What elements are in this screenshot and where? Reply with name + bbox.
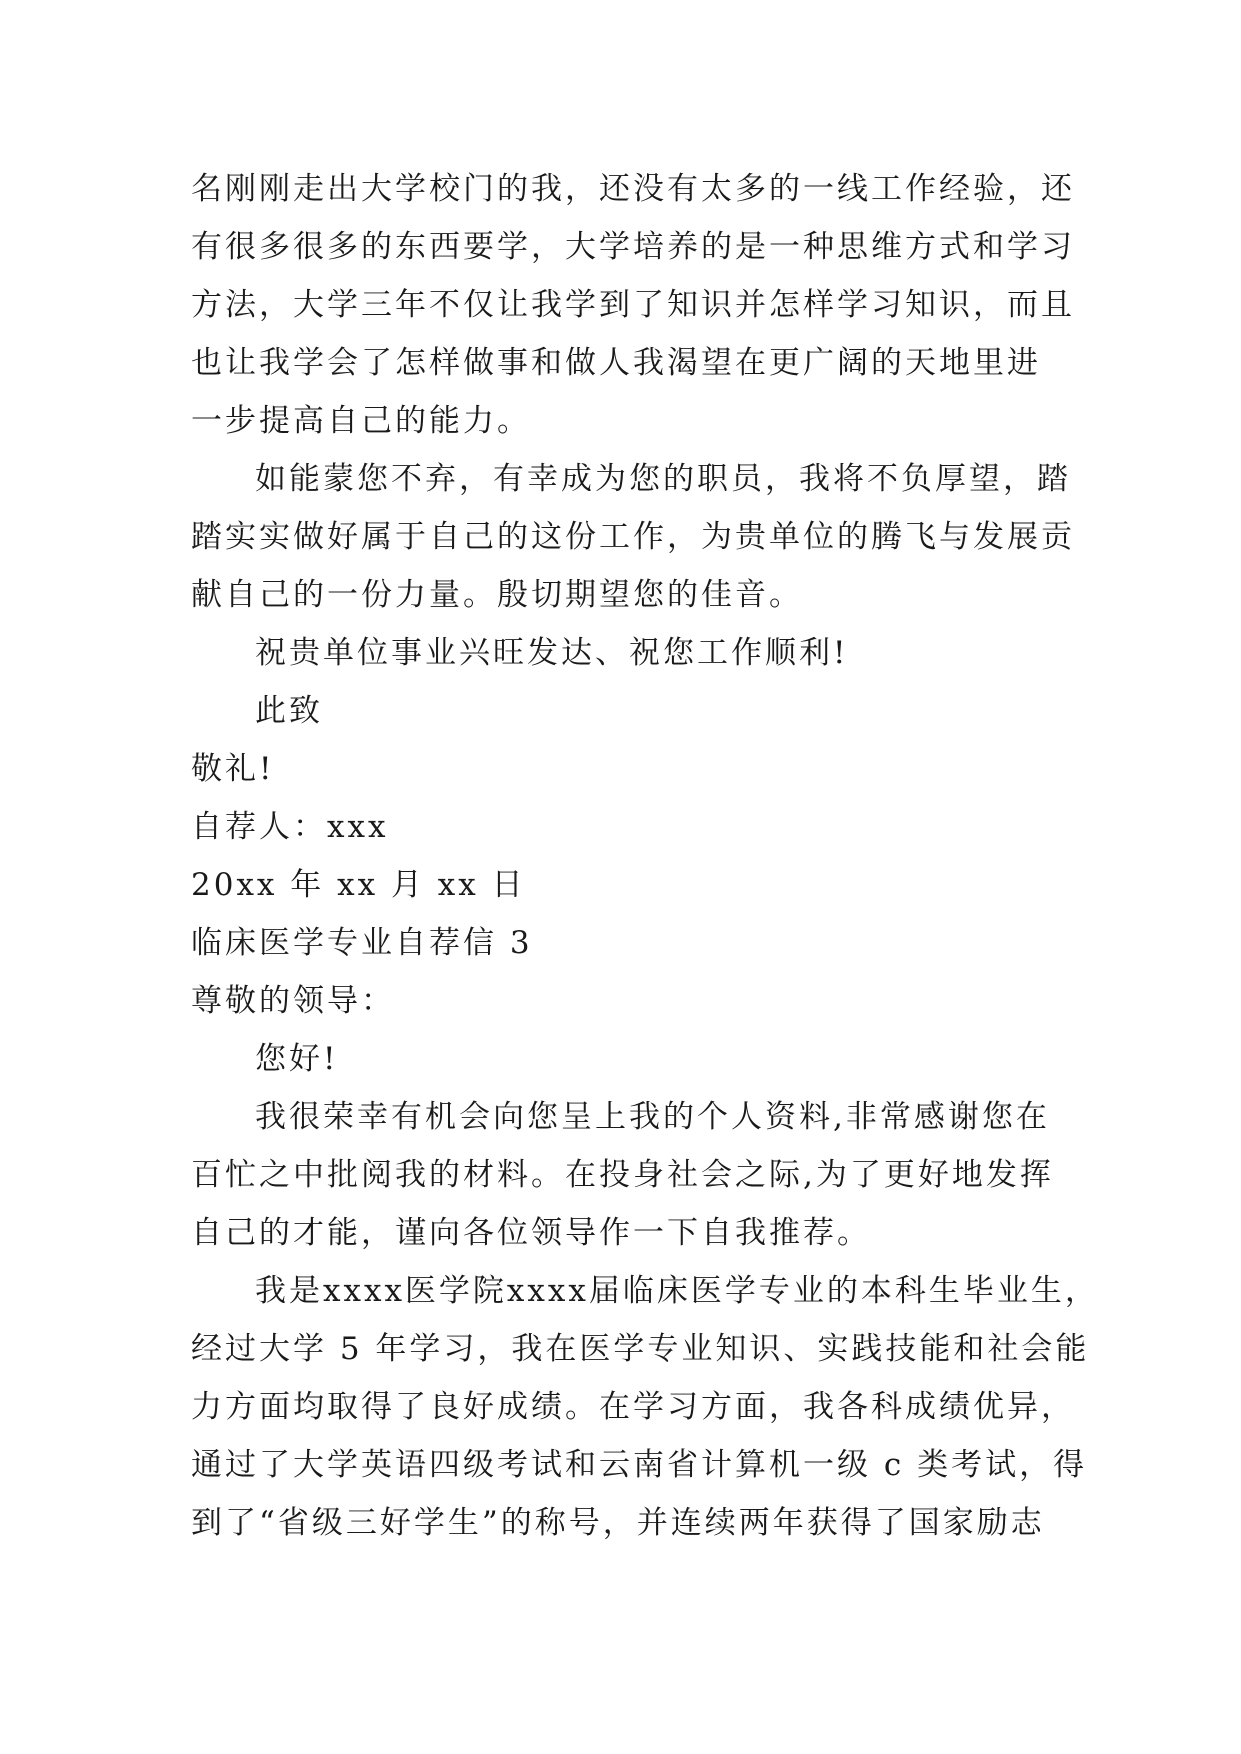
text-line: 我很荣幸有机会向您呈上我的个人资料,非常感谢您在 [255,1099,1050,1135]
text-line: 到了“省级三好学生”的称号，并连续两年获得了国家励志 [191,1505,1045,1541]
text-line: 方法，大学三年不仅让我学到了知识并怎样学习知识，而且 [191,287,1075,323]
text-line: 献自己的一份力量。殷切期望您的佳音。 [191,577,803,613]
greeting-recipient: 尊敬的领导： [191,983,395,1019]
salutation-close: 此致 [255,693,323,729]
text-line: 我是xxxx医学院xxxx届临床医学专业的本科生毕业生， [255,1273,1099,1309]
text-line: 力方面均取得了良好成绩。在学习方面，我各科成绩优异， [191,1389,1075,1425]
text-line: 百忙之中批阅我的材料。在投身社会之际,为了更好地发挥 [191,1157,1054,1193]
date-line: 20xx 年 xx 月 xx 日 [191,867,526,903]
text-line: 踏实实做好属于自己的这份工作，为贵单位的腾飞与发展贡 [191,519,1075,555]
text-line: 自己的才能，谨向各位领导作一下自我推荐。 [191,1215,871,1251]
text-line: 如能蒙您不弃，有幸成为您的职员，我将不负厚望，踏 [255,461,1071,497]
text-line: 也让我学会了怎样做事和做人我渴望在更广阔的天地里进 [191,345,1041,381]
salutation-regards: 敬礼! [191,751,275,787]
text-line: 经过大学 5 年学习，我在医学专业知识、实践技能和社会能 [191,1331,1090,1367]
signature-line: 自荐人：xxx [191,809,389,845]
text-line: 名刚刚走出大学校门的我，还没有太多的一线工作经验，还 [191,171,1075,207]
greeting-hello: 您好! [255,1041,339,1077]
letter-body [191,160,1099,1552]
text-line: 通过了大学英语四级考试和云南省计算机一级 c 类考试，得 [191,1447,1088,1483]
text-line: 有很多很多的东西要学，大学培养的是一种思维方式和学习 [191,229,1075,265]
text-line: 一步提高自己的能力。 [191,403,531,439]
section-title: 临床医学专业自荐信 3 [191,925,533,961]
closing-wish: 祝贵单位事业兴旺发达、祝您工作顺利! [255,635,849,671]
